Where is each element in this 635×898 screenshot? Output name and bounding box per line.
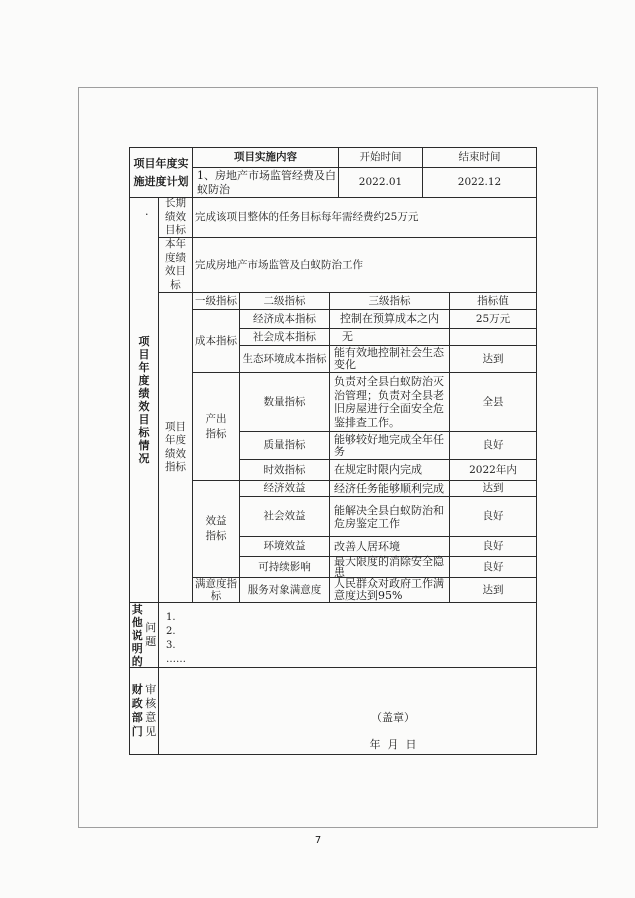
indicator-level2: 经济成本指标 bbox=[240, 310, 330, 329]
indicator-level3: 人民群众对政府工作满意度达到95% bbox=[330, 578, 450, 603]
indicator-value: 全县 bbox=[450, 373, 537, 432]
finance-review-label-line: 财政部门 bbox=[131, 683, 143, 738]
schedule-header-start: 开始时间 bbox=[339, 148, 423, 168]
indicator-level2: 可持续影响 bbox=[240, 557, 330, 578]
annual-goal-value: 完成房地产市场监管及白蚁防治工作 bbox=[193, 238, 537, 293]
indicator-level2: 质量指标 bbox=[240, 432, 330, 460]
annual-goal-label: 本年度绩效目标 bbox=[159, 238, 193, 293]
indicators-label: 项目年度绩效指标 bbox=[159, 293, 193, 603]
indicator-level2: 社会成本指标 bbox=[240, 329, 330, 346]
indicator-level1-benefit: 效益指标 bbox=[193, 481, 240, 578]
indicator-level3: 负责对全县白蚁防治灭治管理；负责对全县老旧房屋进行全面安全危鉴排查工作。 bbox=[330, 373, 450, 432]
indicator-level3: 能够较好地完成全年任务 bbox=[330, 432, 450, 460]
long-term-goal-label: 长期绩效目标 bbox=[159, 198, 193, 238]
indicator-level1-output: 产出指标 bbox=[193, 373, 240, 481]
indicator-level1-cost: 成本指标 bbox=[193, 310, 240, 373]
indicator-header-value: 指标值 bbox=[450, 293, 537, 310]
indicator-level1-satisfaction: 满意度指标 bbox=[193, 578, 240, 603]
performance-form-table bbox=[129, 147, 537, 755]
indicator-value: 达到 bbox=[450, 481, 537, 497]
schedule-row-start-date: 2022.01 bbox=[339, 168, 423, 198]
page-number: 7 bbox=[314, 835, 322, 846]
schedule-row-end-date: 2022.12 bbox=[423, 168, 537, 198]
other-notes-item: 1. bbox=[166, 612, 176, 623]
other-notes-item: 3. bbox=[166, 640, 176, 651]
indicator-header-level3: 三级指标 bbox=[330, 293, 450, 310]
long-term-goal-value: 完成该项目整体的任务目标每年需经费约25万元 bbox=[193, 198, 537, 238]
indicator-level2: 社会效益 bbox=[240, 497, 330, 537]
other-notes-content bbox=[159, 603, 537, 668]
indicator-value: 良好 bbox=[450, 537, 537, 557]
other-notes-label-line: 其他说明的 bbox=[131, 602, 143, 668]
indicator-level2: 服务对象满意度 bbox=[240, 578, 330, 603]
schedule-row-content: 1、房地产市场监管经费及白蚁防治 bbox=[193, 168, 339, 198]
indicator-level2: 经济效益 bbox=[240, 481, 330, 497]
indicator-level3: 最大限度的消除安全隐患 bbox=[330, 557, 450, 578]
performance-mark: . bbox=[145, 205, 149, 218]
other-notes-item: 2. bbox=[166, 626, 176, 637]
indicator-header-level2: 二级指标 bbox=[240, 293, 330, 310]
performance-section-label-cell bbox=[130, 198, 159, 603]
indicator-header-level1: 一级指标 bbox=[193, 293, 240, 310]
indicator-level3: 改善人居环境 bbox=[330, 537, 450, 557]
schedule-label: 项目年度实施进度计划 bbox=[130, 148, 193, 198]
other-notes-label-line: 问题 bbox=[145, 621, 157, 648]
schedule-header-content: 项目实施内容 bbox=[193, 148, 339, 168]
other-notes-label bbox=[130, 603, 159, 668]
indicator-level2: 时效指标 bbox=[240, 460, 330, 481]
finance-review-label-line: 审核意见 bbox=[145, 683, 157, 738]
finance-review-content bbox=[159, 668, 537, 755]
indicator-value: 良好 bbox=[450, 497, 537, 537]
indicator-level3: 在规定时限内完成 bbox=[330, 460, 450, 481]
indicator-level2: 数量指标 bbox=[240, 373, 330, 432]
indicator-level2: 环境效益 bbox=[240, 537, 330, 557]
indicator-level2: 生态环境成本指标 bbox=[240, 346, 330, 373]
indicator-level3: 能有效地控制社会生态变化 bbox=[330, 346, 450, 373]
other-notes-item: …… bbox=[166, 654, 186, 665]
indicator-value: 达到 bbox=[450, 578, 537, 603]
schedule-header-end: 结束时间 bbox=[423, 148, 537, 168]
indicator-value: 25万元 bbox=[450, 310, 537, 329]
performance-label: 项目年度绩效目标情况 bbox=[138, 335, 150, 465]
finance-review-seal: （盖章） bbox=[371, 711, 415, 724]
indicator-level3: 能解决全县白蚁防治和危房鉴定工作 bbox=[330, 497, 450, 537]
finance-review-label bbox=[130, 668, 159, 755]
indicator-value: 良好 bbox=[450, 557, 537, 578]
indicator-level3: 经济任务能够顺利完成 bbox=[330, 481, 450, 497]
indicator-value-empty bbox=[450, 329, 537, 346]
indicator-level3: 无 bbox=[330, 329, 450, 346]
indicator-value: 达到 bbox=[450, 346, 537, 373]
indicator-value: 2022年内 bbox=[450, 460, 537, 481]
finance-review-date: 年 月 日 bbox=[369, 738, 417, 751]
indicator-level3: 控制在预算成本之内 bbox=[330, 310, 450, 329]
indicator-value: 良好 bbox=[450, 432, 537, 460]
